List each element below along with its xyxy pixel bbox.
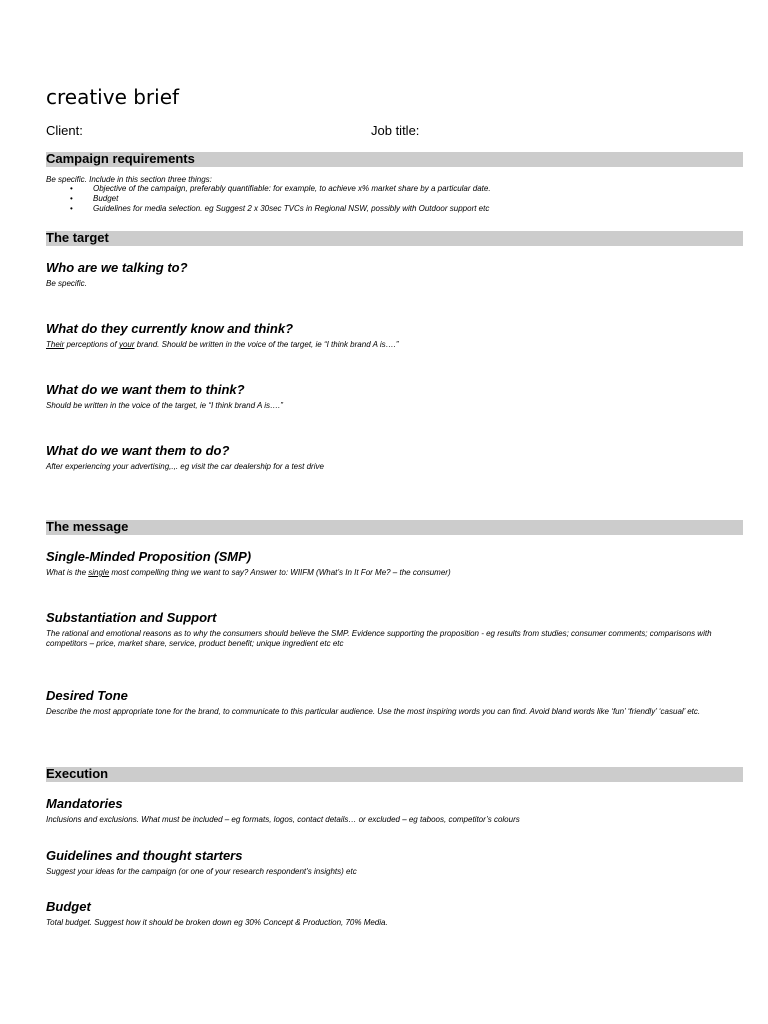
job-title-label: Job title: [371,123,420,138]
note-text-part: What is the [46,568,89,577]
note-smp [46,568,736,578]
heading-mandatories: Mandatories [46,796,123,811]
note-substantiation: The rational and emotional reasons as to why the consumers should believe the SMP. Evidence supporting the proposition - eg results from studies; consumer comments; comparisons with competitors – price, market share, service, product benefit; unique ingredient etc etc [46,629,712,648]
document-title: creative brief [46,85,180,109]
heading-smp: Single-Minded Proposition (SMP) [46,549,252,564]
section-heading-execution: Execution [46,766,109,781]
campaign-bullet-objective: • Objective of the campaign, preferably quantifiable: for example, to achieve x% market share by a particular date. [46,184,491,194]
campaign-bullet-list [46,184,491,214]
note-want-think: Should be written in the voice of the target, ie “I think brand A is….” [46,401,283,410]
note-underline-single: single [88,568,110,577]
note-underline-your: your [118,340,135,349]
section-bar-campaign [46,152,743,167]
note-text-part: most compelling thing we want to say? Answer to: WIIFM (What’s In It For Me? – the consumer) [109,568,451,577]
section-heading-target: The target [46,230,109,245]
client-label: Client: [46,123,83,138]
section-bar-execution [46,767,743,782]
heading-desired-tone: Desired Tone [46,688,128,703]
note-underline-their: Their [46,340,65,349]
note-text-part: perceptions of [64,340,119,349]
note-text-part: brand. Should be written in the voice of the target, ie “I think brand A is….” [134,340,399,349]
note-want-do: After experiencing your advertising,.,. eg visit the car dealership for a test drive [46,462,324,471]
note-budget: Total budget. Suggest how it should be broken down eg 30% Concept & Production, 70% Media. [46,918,388,927]
question-want-think: What do we want them to think? [46,382,245,397]
campaign-intro: Be specific. Include in this section three things: [46,175,212,184]
question-who: Who are we talking to? [46,260,188,275]
heading-substantiation: Substantiation and Support [46,610,217,625]
note-currently-know [46,340,736,350]
section-bar-target [46,231,743,246]
note-desired-tone: Describe the most appropriate tone for the brand, to communicate to this particular audience. Use the most inspiring words you can find. Avoid bland words like ‘fun’ ‘friendly’ ‘casual’ etc. [46,707,701,716]
question-want-do: What do we want them to do? [46,443,230,458]
section-heading-campaign: Campaign requirements [46,151,195,166]
note-who: Be specific. [46,279,87,288]
question-currently-know: What do they currently know and think? [46,321,294,336]
note-guidelines: Suggest your ideas for the campaign (or one of your research respondent’s insights) etc [46,867,357,876]
section-heading-message: The message [46,519,129,534]
section-bar-message [46,520,743,535]
heading-budget: Budget [46,899,91,914]
heading-guidelines: Guidelines and thought starters [46,848,243,863]
note-mandatories: Inclusions and exclusions. What must be included – eg formats, logos, contact details… or excluded – eg taboos, competitor’s colours [46,815,520,824]
campaign-bullet-media: • Guidelines for media selection. eg Suggest 2 x 30sec TVCs in Regional NSW, possibly with Outdoor support etc [46,204,491,214]
campaign-bullet-budget: • Budget [46,194,491,204]
